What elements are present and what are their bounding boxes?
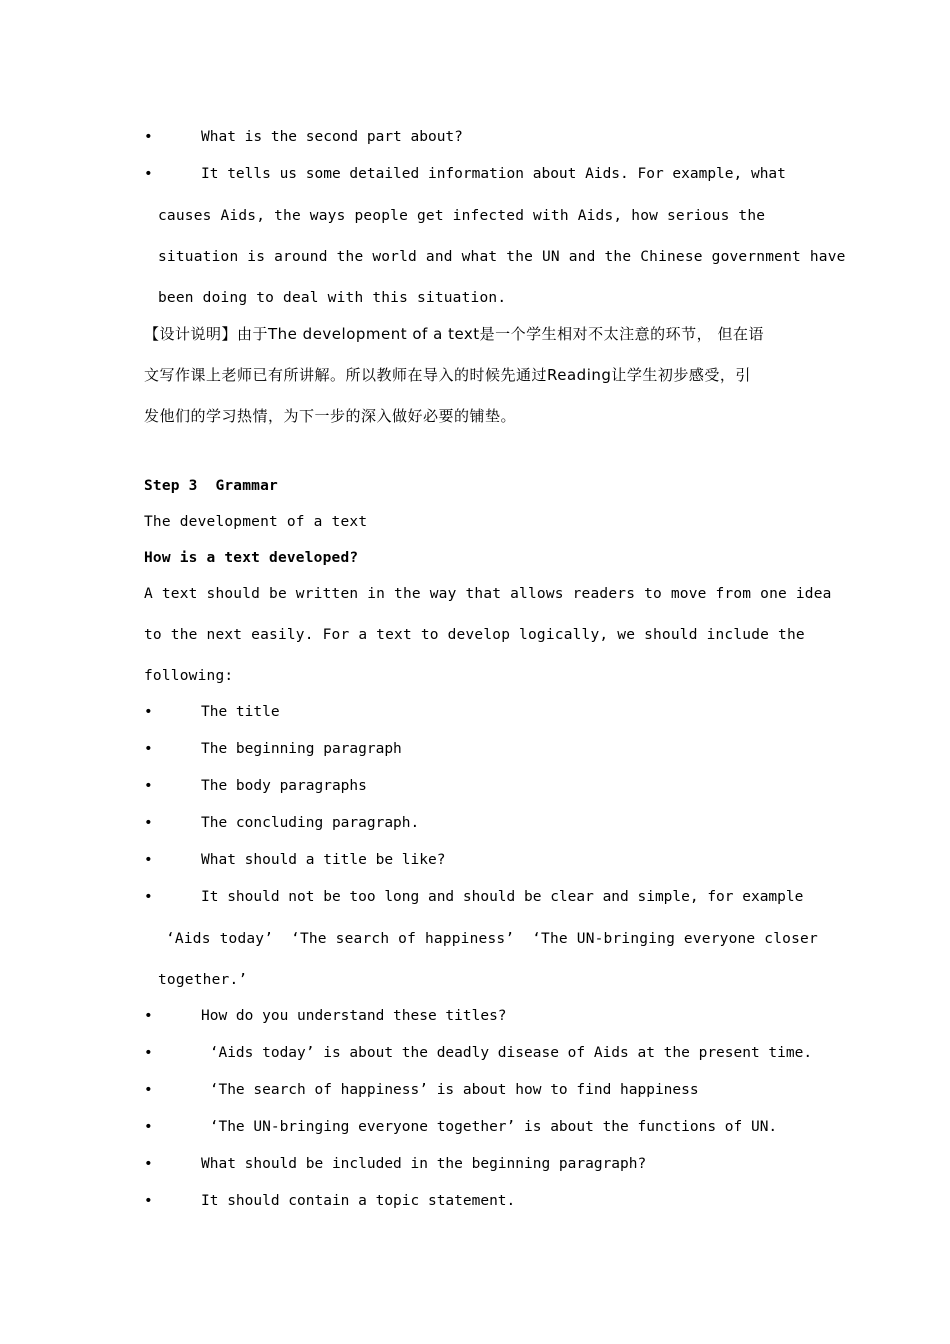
bullet-icon: • — [144, 741, 153, 757]
list-item-text: ‘Aids today’ is about the deadly disease of Aids at the present time. — [201, 1045, 813, 1061]
title-examples-line: ‘Aids today’ ‘The search of happiness’ ‘The UN-bringing everyone closer — [166, 931, 818, 947]
list-item-text: The body paragraphs — [201, 778, 367, 794]
answer-continuation: causes Aids, the ways people get infected with Aids, how serious the — [158, 208, 766, 224]
design-note-line: 【设计说明】由于The development of a text是一个学生相对不太注意的环节， 但在语 — [144, 325, 764, 343]
bullet-icon: • — [144, 704, 153, 720]
bullet-icon: • — [144, 852, 153, 868]
body-paragraph-line: following: — [144, 668, 234, 684]
body-paragraph-line: A text should be written in the way that allows readers to move from one idea — [144, 586, 832, 602]
section-subtitle: The development of a text — [144, 514, 368, 530]
list-item-text: The title — [201, 704, 280, 720]
section-question: How is a text developed? — [144, 550, 359, 566]
bullet-icon: • — [144, 129, 153, 145]
design-note-line: 文写作课上老师已有所讲解。所以教师在导入的时候先通过Reading让学生初步感受，引 — [144, 366, 751, 384]
list-item-text: ‘The UN-bringing everyone together’ is about the functions of UN. — [201, 1119, 778, 1135]
list-item-text: It should contain a topic statement. — [201, 1193, 516, 1209]
section-heading: Step 3 Grammar — [144, 478, 278, 494]
bullet-icon: • — [144, 1119, 153, 1135]
bullet-icon: • — [144, 1193, 153, 1209]
list-item-text: The beginning paragraph — [201, 741, 402, 757]
bullet-icon: • — [144, 166, 153, 182]
title-examples-line: together.’ — [158, 972, 248, 988]
design-note-line: 发他们的学习热情，为下一步的深入做好必要的铺垫。 — [144, 407, 517, 425]
list-item-text: The concluding paragraph. — [201, 815, 420, 831]
answer-text: It tells us some detailed information about Aids. For example, what — [201, 166, 786, 182]
bullet-icon: • — [144, 1082, 153, 1098]
bullet-icon: • — [144, 889, 153, 905]
list-item-text: How do you understand these titles? — [201, 1008, 507, 1024]
bullet-icon: • — [144, 1008, 153, 1024]
question-text: What is the second part about? — [201, 129, 463, 145]
list-item-text: It should not be too long and should be clear and simple, for example — [201, 889, 804, 905]
bullet-icon: • — [144, 1045, 153, 1061]
bullet-icon: • — [144, 778, 153, 794]
list-item-text: ‘The search of happiness’ is about how to find happiness — [201, 1082, 699, 1098]
list-item-text: What should be included in the beginning paragraph? — [201, 1156, 647, 1172]
bullet-icon: • — [144, 815, 153, 831]
body-paragraph-line: to the next easily. For a text to develop logically, we should include the — [144, 627, 805, 643]
bullet-icon: • — [144, 1156, 153, 1172]
list-item-text: What should a title be like? — [201, 852, 446, 868]
answer-continuation: situation is around the world and what the UN and the Chinese government have — [158, 249, 846, 265]
answer-continuation: been doing to deal with this situation. — [158, 290, 507, 306]
